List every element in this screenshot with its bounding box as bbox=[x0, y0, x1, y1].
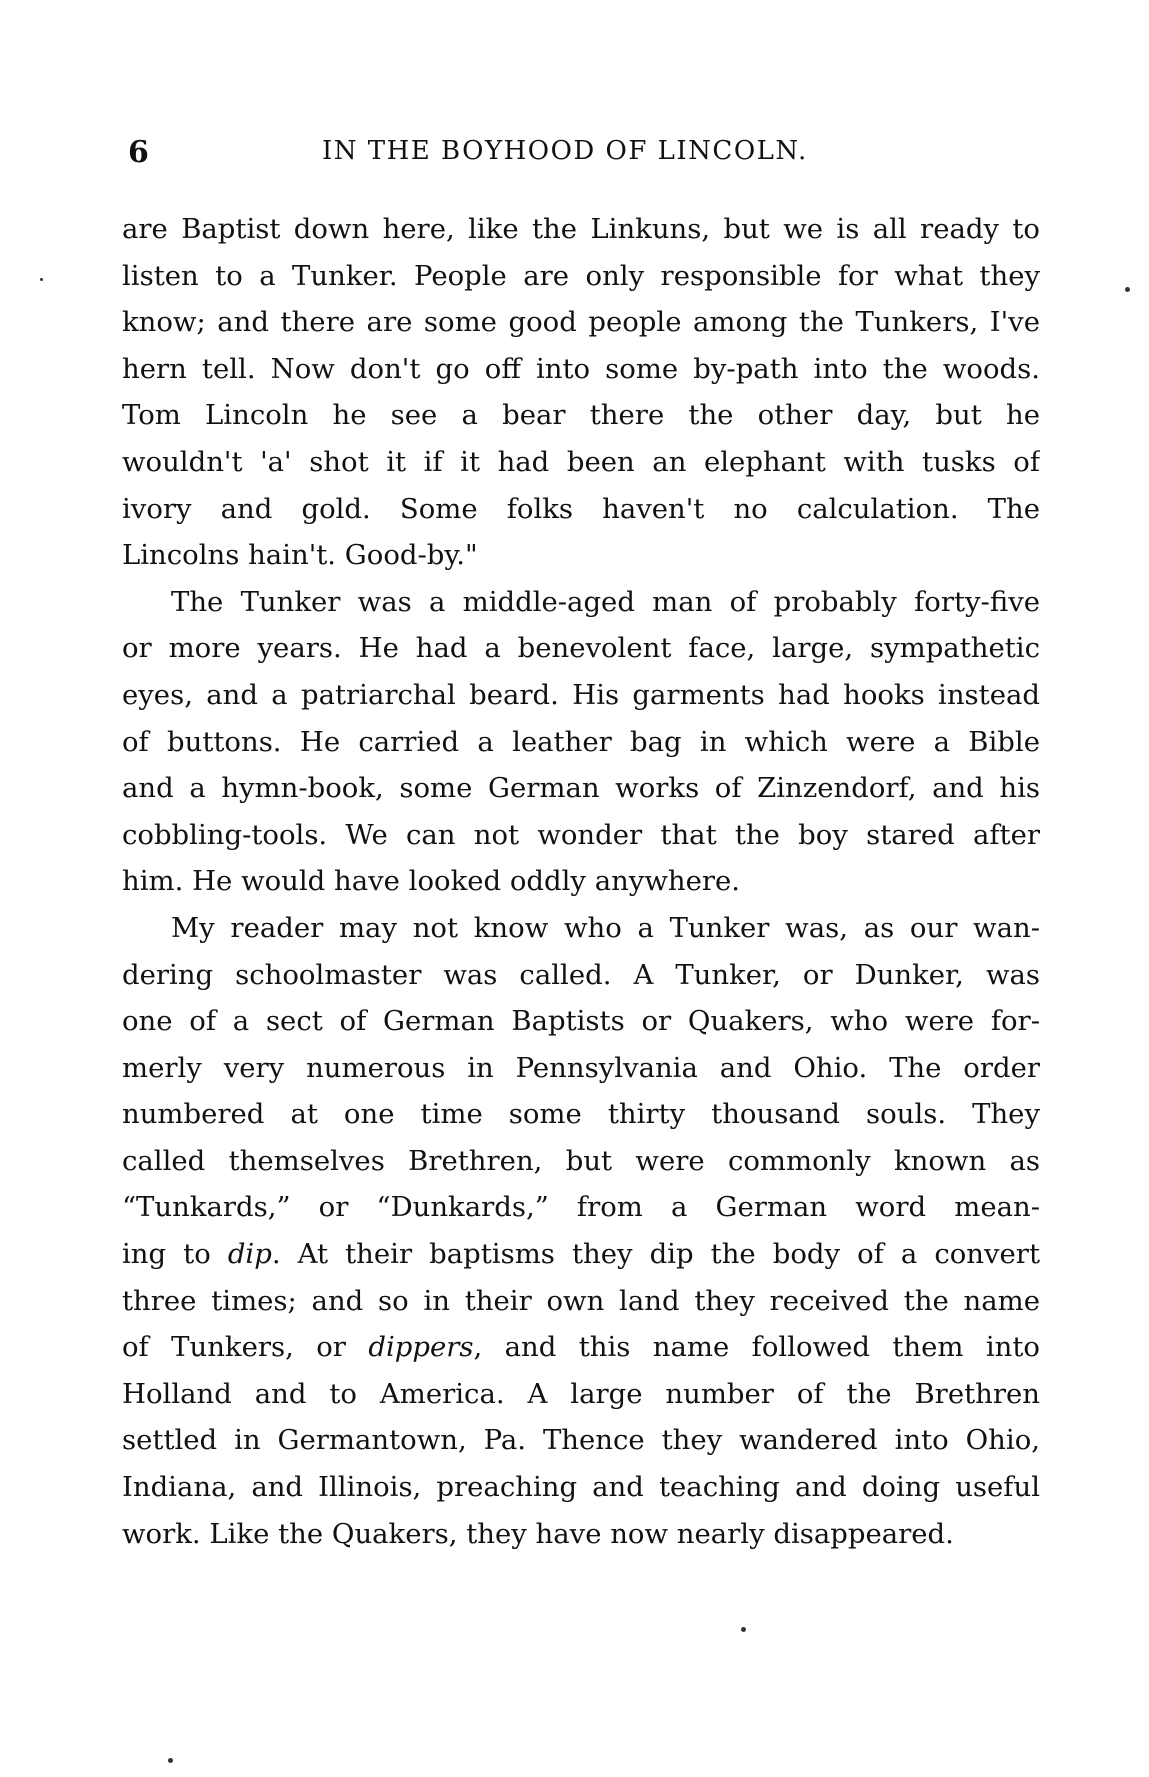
paragraph-1 bbox=[122, 206, 1040, 579]
text-line: Tom Lincoln he see a bear there the other day, but he bbox=[122, 399, 1040, 432]
scan-speck bbox=[168, 1758, 173, 1763]
running-title: IN THE BOYHOOD OF LINCOLN. bbox=[322, 136, 808, 166]
page-number: 6 bbox=[128, 135, 149, 170]
text-line: My reader may not know who a Tunker was, as our wan- bbox=[171, 911, 1040, 944]
text-line: ivory and gold. Some folks haven't no calculation. The bbox=[122, 492, 1040, 525]
text-line: wouldn't 'a' shot it if it had been an elephant with tusks of bbox=[122, 445, 1040, 478]
text-line: merly very numerous in Pennsylvania and Ohio. The order bbox=[122, 1051, 1040, 1084]
text-line: or more years. He had a benevolent face, large, sympathetic bbox=[122, 632, 1040, 665]
text-line: are Baptist down here, like the Linkuns, but we is all ready to bbox=[122, 213, 1040, 245]
text-line: one of a sect of German Baptists or Quakers, who were for- bbox=[122, 1005, 1040, 1038]
text-line: know; and there are some good people among the Tunkers, I've bbox=[122, 306, 1040, 339]
text-line: Lincolns hain't. Good-by." bbox=[122, 539, 478, 572]
text-line: The Tunker was a middle-aged man of probably forty-five bbox=[171, 585, 1040, 618]
text-line: and a hymn-book, some German works of Zinzendorf, and his bbox=[122, 772, 1040, 805]
text-line: called themselves Brethren, but were commonly known as bbox=[122, 1144, 1040, 1177]
text-line: listen to a Tunker. People are only responsible for what they bbox=[122, 259, 1040, 292]
text-line: eyes, and a patriarchal beard. His garments had hooks instead bbox=[122, 678, 1040, 711]
text-line: settled in Germantown, Pa. Thence they wandered into Ohio, bbox=[122, 1424, 1040, 1457]
text-line: dering schoolmaster was called. A Tunker, or Dunker, was bbox=[122, 958, 1040, 991]
text-line: Holland and to America. A large number of the Brethren bbox=[122, 1377, 1040, 1410]
text-line: him. He would have looked oddly anywhere. bbox=[122, 865, 741, 898]
text-line: ing to dip. At their baptisms they dip the body of a convert bbox=[122, 1238, 1040, 1271]
text-line: “Tunkards,” or “Dunkards,” from a German word mean- bbox=[122, 1191, 1040, 1224]
scan-speck bbox=[1125, 287, 1130, 292]
text-line: hern tell. Now don't go off into some by-path into the woods. bbox=[122, 352, 1040, 385]
text-line: work. Like the Quakers, they have now nearly disappeared. bbox=[122, 1517, 954, 1550]
text-line: cobbling-tools. We can not wonder that the boy stared after bbox=[122, 818, 1040, 851]
text-line: of buttons. He carried a leather bag in which were a Bible bbox=[122, 725, 1040, 758]
text-line: Indiana, and Illinois, preaching and teaching and doing useful bbox=[122, 1471, 1040, 1504]
text-line: three times; and so in their own land they received the name bbox=[122, 1284, 1040, 1317]
text-line: numbered at one time some thirty thousand souls. They bbox=[122, 1098, 1040, 1131]
scan-speck bbox=[40, 278, 43, 281]
scan-speck bbox=[741, 1627, 746, 1632]
paragraph-2 bbox=[122, 579, 1040, 905]
text-line: of Tunkers, or dippers, and this name followed them into bbox=[122, 1331, 1040, 1364]
body-text bbox=[122, 206, 1040, 1557]
paragraph-3 bbox=[122, 905, 1040, 1557]
